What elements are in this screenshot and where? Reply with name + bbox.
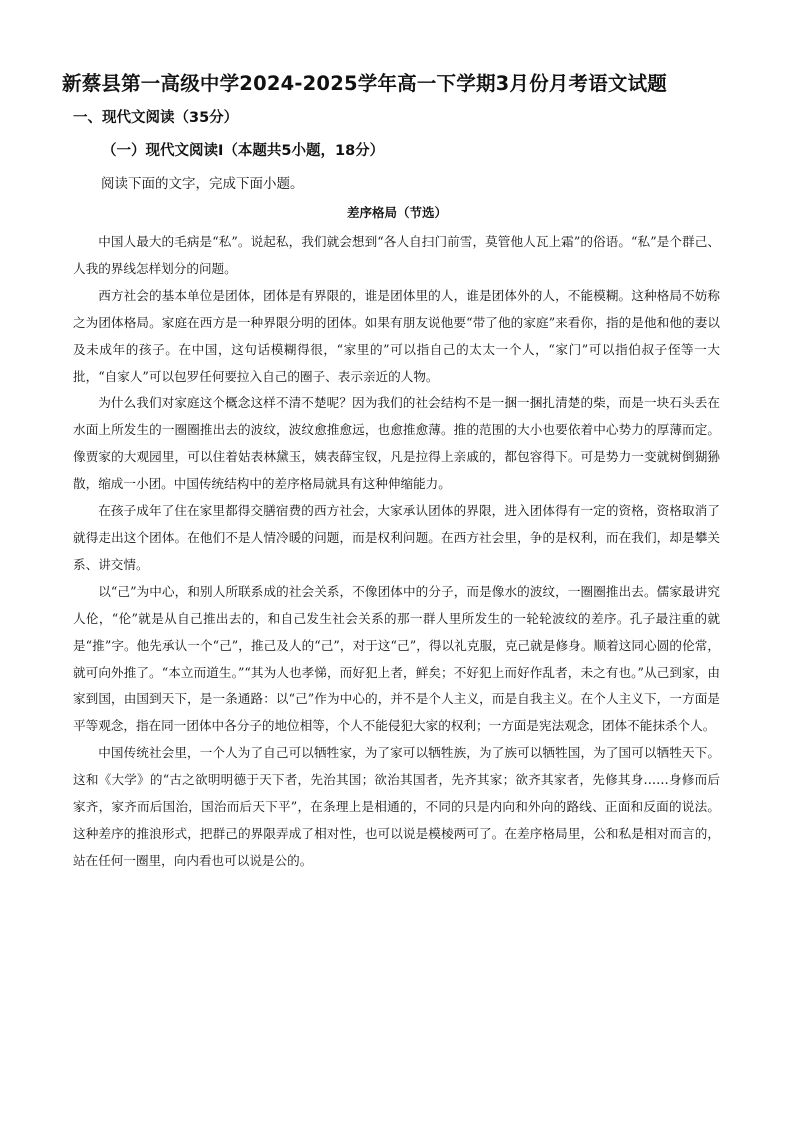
article-title: 差序格局（节选） <box>346 205 447 220</box>
article-body <box>73 229 720 875</box>
paragraph: 以“己”为中心，和别人所联系成的社会关系，不像团体中的分子，而是像水的波纹，一圈圈推出去。儒家最讲究人伦，“伦”就是从自己推出去的，和自己发生社会关系的那一群人里所发生的一轮轮波纹的差序。孔子最注重的就是“推”字。他先承认一个“己”，推己及人的“己”，对于这“己”，得以礼克服，克己就是修身。顺着这同心圆的伦常，就可向外推了。“本立而道生。”“其为人也孝悌，而好犯上者，鲜矣；不好犯上而好作乱者，未之有也。”从己到家，由家到国，由国到天下，是一条通路：以“己”作为中心的，并不是个人主义，而是自我主义。在个人主义下，一方面是平等观念，指在同一团体中各分子的地位相等，个人不能侵犯大家的权利；一方面是宪法观念，团体不能抹杀个人。 <box>73 583 720 734</box>
paragraph: 中国传统社会里，一个人为了自己可以牺牲家，为了家可以牺牲族，为了族可以牺牲国，为了国可以牺牲天下。这和《大学》的“古之欲明明德于天下者，先治其国；欲治其国者，先齐其家；欲齐其家者，先修其身……身修而后家齐，家齐而后国治，国治而后天下平”，在条理上是相通的，不同的只是内向和外向的路线、正面和反面的说法。这种差序的推浪形式，把群己的界限弄成了相对性，也可以说是模棱两可了。在差序格局里，公和私是相对而言的，站在任何一圈里，向内看也可以说是公的。 <box>73 745 720 868</box>
paragraph: 在孩子成年了住在家里都得交膳宿费的西方社会，大家承认团体的界限，进入团体得有一定的资格，资格取消了就得走出这个团体。在他们不是人情冷暖的问题，而是权利问题。在西方社会里，争的是权利，而在我们，却是攀关系、讲交情。 <box>73 503 720 572</box>
paragraph: 中国人最大的毛病是“私”。说起私，我们就会想到“各人自扫门前雪，莫管他人瓦上霜”的俗语。“私”是个群己、人我的界线怎样划分的问题。 <box>73 234 720 276</box>
section-heading: 一、现代文阅读（35分） <box>73 110 239 126</box>
reading-instruction: 阅读下面的文字，完成下面小题。 <box>101 176 304 192</box>
exam-title: 新蔡县第一高级中学2024-2025学年高一下学期3月份月考语文试题 <box>62 72 668 95</box>
subsection-heading: （一）现代文阅读Ⅰ（本题共5小题，18分） <box>102 143 385 159</box>
paragraph: 为什么我们对家庭这个概念这样不清不楚呢？因为我们的社会结构不是一捆一捆扎清楚的柴，而是一块石头丢在水面上所发生的一圈圈推出去的波纹，波纹愈推愈远，也愈推愈薄。推的范围的大小也要依着中心势力的厚薄而定。像贾家的大观园里，可以住着姑表林黛玉，姨表薛宝钗，凡是拉得上亲戚的，都包容得下。可是势力一变就树倒猢狲散，缩成一小团。中国传统结构中的差序格局就具有这种伸缩能力。 <box>73 395 720 492</box>
paragraph: 西方社会的基本单位是团体，团体是有界限的，谁是团体里的人，谁是团体外的人，不能模糊。这种格局不妨称之为团体格局。家庭在西方是一种界限分明的团体。如果有朋友说他要“带了他的家庭”来看你，指的是他和他的妻以及未成年的孩子。在中国，这句话模糊得很，“家里的”可以指自己的太太一个人，“家门”可以指伯叔子侄等一大批，“自家人”可以包罗任何要拉入自己的圈子、表示亲近的人物。 <box>73 287 720 384</box>
